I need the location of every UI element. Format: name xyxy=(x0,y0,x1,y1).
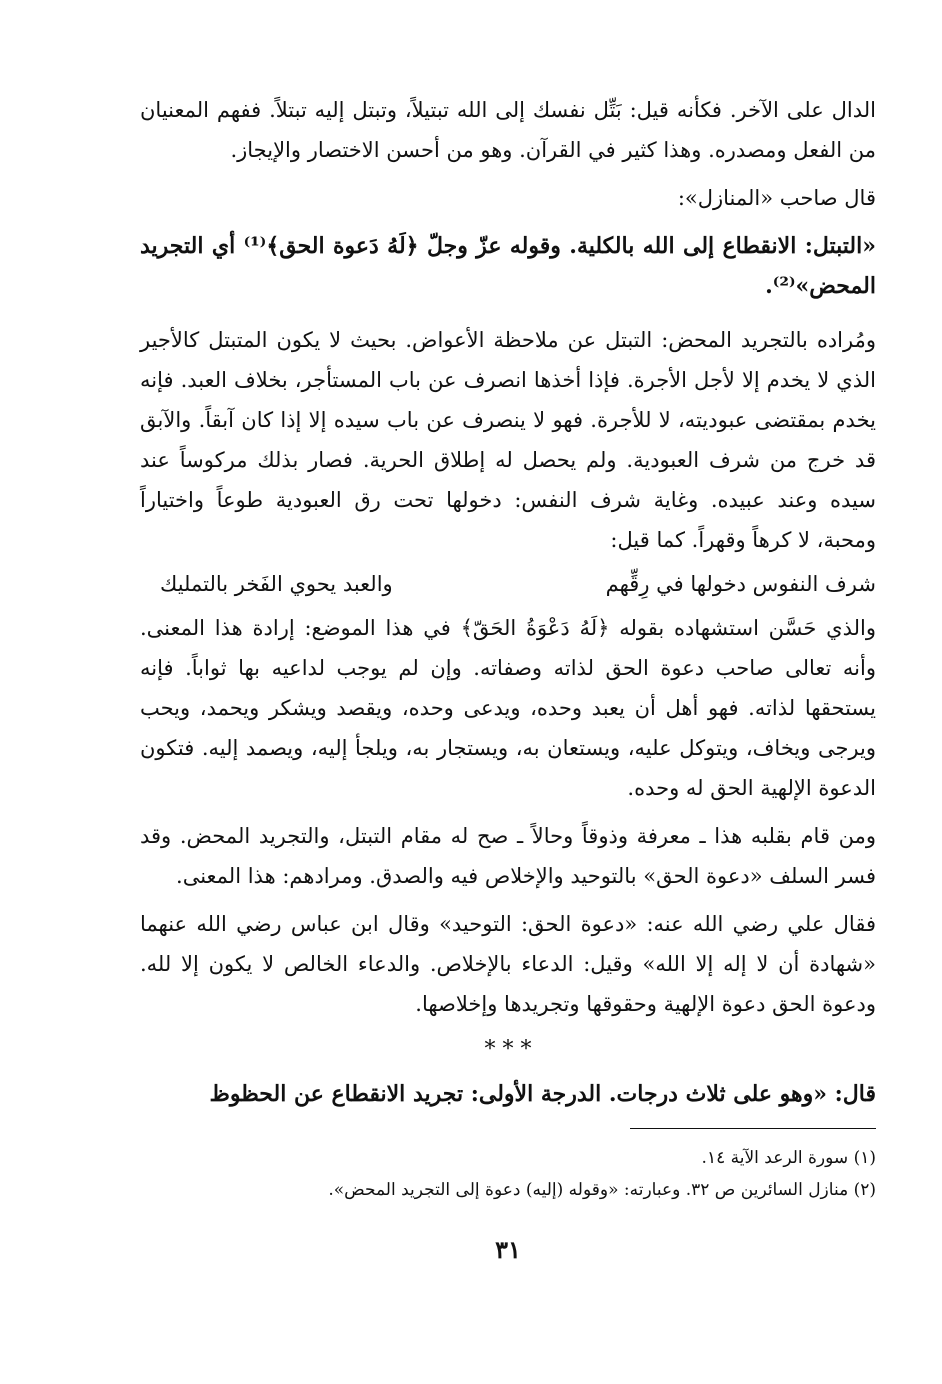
verse-hemistich-2: والعبد يحوي الفَخر بالتمليك xyxy=(160,572,393,596)
poetry-verse xyxy=(140,564,876,604)
book-page xyxy=(140,90,876,1340)
footnotes xyxy=(140,1142,876,1206)
paragraph-4: ومُراده بالتجريد المحض: التبتل عن ملاحظة الأعواض. بحيث لا يكون المتبتل كالأجير الذي لا يخدم إلا لأجل الأجرة. فإذا أخذها انصرف عن باب المستأجر، بخلاف العبد. فإنه يخدم بمقتضى عبوديته، لا للأجرة. فهو لا ينصرف عن باب سيده إلا إذا كان آبقاً. والآبق قد خرج من شرف العبودية. ولم يحصل له إطلاق الحرية. فصار بذلك مركوساً عند سيده وعند عبيده. وغاية شرف النفس: دخولها تحت رق العبودية طوعاً واختياراً ومحبة، لا كرهاً وقهراً. كما قيل: xyxy=(140,328,876,552)
paragraph-6: ومن قام بقلبه هذا ـ معرفة وذوقاً وحالاً ـ صح له مقام التبتل، والتجريد المحض. وقد فسر السلف «دعوة الحق» بالتوحيد والإخلاص فيه والصدق. ومرادهم: هذا المعنى. xyxy=(140,824,876,888)
verse-hemistich-1: شرف النفوس دخولها في رِقِّهم xyxy=(605,572,876,596)
page-number: ٣١ xyxy=(495,1235,521,1264)
footnote-1: (١) سورة الرعد الآية ١٤. xyxy=(701,1148,876,1168)
footnote-2: (٢) منازل السائرين ص ٣٢. وعبارته: «وقوله (إليه) دعوة إلى التجريد المحض». xyxy=(328,1180,876,1200)
paragraph-8: قال: «وهو على ثلاث درجات. الدرجة الأولى: تجريد الانقطاع عن الحظوظ xyxy=(209,1081,876,1107)
section-separator: * * * xyxy=(484,1037,532,1062)
paragraph-2: قال صاحب «المنازل»: xyxy=(677,186,876,210)
paragraph-1: الدال على الآخر. فكأنه قيل: بَتِّل نفسك إلى الله تبتيلاً، وتبتل إليه تبتلاً. ففهم المعنيان من الفعل ومصدره. وهذا كثير في القرآن. وهو من أحسن الاختصار والإيجاز. xyxy=(140,98,876,162)
paragraph-7: فقال علي رضي الله عنه: «دعوة الحق: التوحيد» وقال ابن عباس رضي الله عنهما «شهادة أن لا إله إلا الله» وقيل: الدعاء بالإخلاص. والدعاء الخالص لا يكون إلا لله. ودعوة الحق دعوة الإلهية وحقوقها وتجريدها وإخلاصها. xyxy=(140,912,876,1016)
paragraph-5: والذي حَسَّن استشهاده بقوله ﴿لَهُ دَعْوَةُ الحَقّ﴾ في هذا الموضع: إرادة هذا المعنى. وأنه تعالى صاحب دعوة الحق لذاته وصفاته. وإن لم يوجب لداعيه بها ثواباً. فإنه يستحقها لذاته. فهو أهل أن يعبد وحده، ويدعى وحده، ويقصد ويشكر ويحمد، ويحب ويرجى ويخاف، ويتوكل عليه، ويستعان به، ويستجار به، ويلجأ إليه، ويصمد إليه. فتكون الدعوة الإلهية الحق له وحده. xyxy=(140,616,876,800)
quoted-definition: «التبتل: الانقطاع إلى الله بالكلية. وقوله عزّ وجلّ ﴿لَهُ دَعوة الحق﴾⁽¹⁾ أي التجريد المحض»⁽²⁾. xyxy=(140,233,876,299)
footnote-rule xyxy=(630,1128,876,1129)
